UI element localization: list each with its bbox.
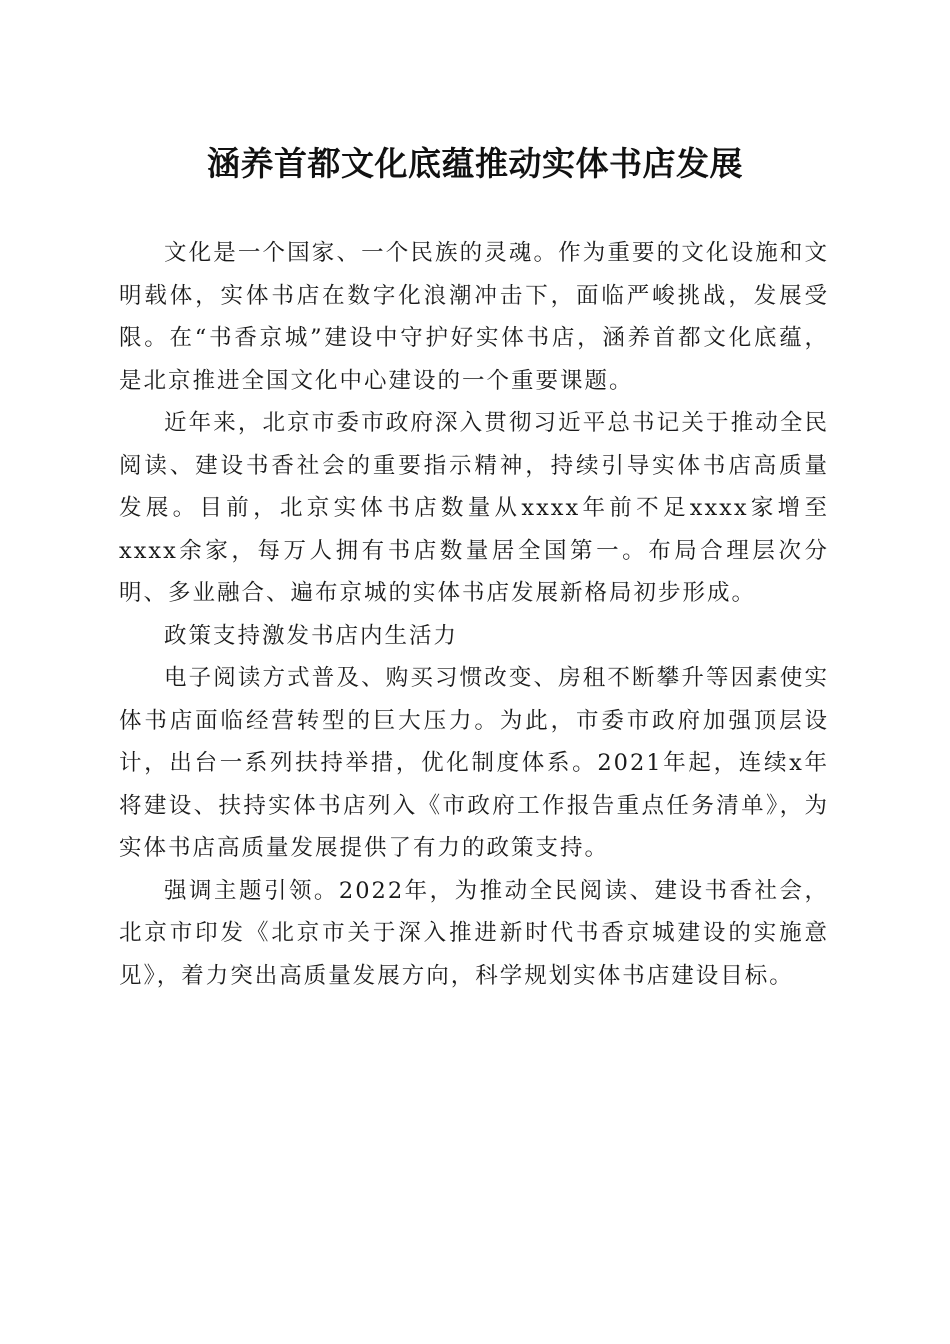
document-body [119, 232, 829, 997]
paragraph-recent-years: 近年来，北京市委市政府深入贯彻习近平总书记关于推动全民阅读、建设书香社会的重要指示精神，持续引导实体书店高质量发展。目前，北京实体书店数量从xxxx年前不足xxxx家增至xxxx余家，每万人拥有书店数量居全国第一。布局合理层次分明、多业融合、遍布京城的实体书店发展新格局初步形成。 [119, 410, 829, 606]
paragraph-policy: 电子阅读方式普及、购买习惯改变、房租不断攀升等因素使实体书店面临经营转型的巨大压力。为此，市委市政府加强顶层设计，出台一系列扶持举措，优化制度体系。2021年起，连续x年将建设、扶持实体书店列入《市政府工作报告重点任务清单》，为实体书店高质量发展提供了有力的政策支持。 [119, 665, 829, 861]
document-title: 涵养首都文化底蕴推动实体书店发展 [207, 144, 743, 183]
paragraph-theme: 强调主题引领。2022年，为推动全民阅读、建设书香社会，北京市印发《北京市关于深入推进新时代书香京城建设的实施意见》，着力突出高质量发展方向，科学规划实体书店建设目标。 [119, 877, 829, 989]
section-heading-policy: 政策支持激发书店内生活力 [164, 622, 459, 649]
paragraph-intro: 文化是一个国家、一个民族的灵魂。作为重要的文化设施和文明载体，实体书店在数字化浪潮冲击下，面临严峻挑战，发展受限。在“书香京城”建设中守护好实体书店，涵养首都文化底蕴，是北京推进全国文化中心建设的一个重要课题。 [119, 240, 829, 394]
